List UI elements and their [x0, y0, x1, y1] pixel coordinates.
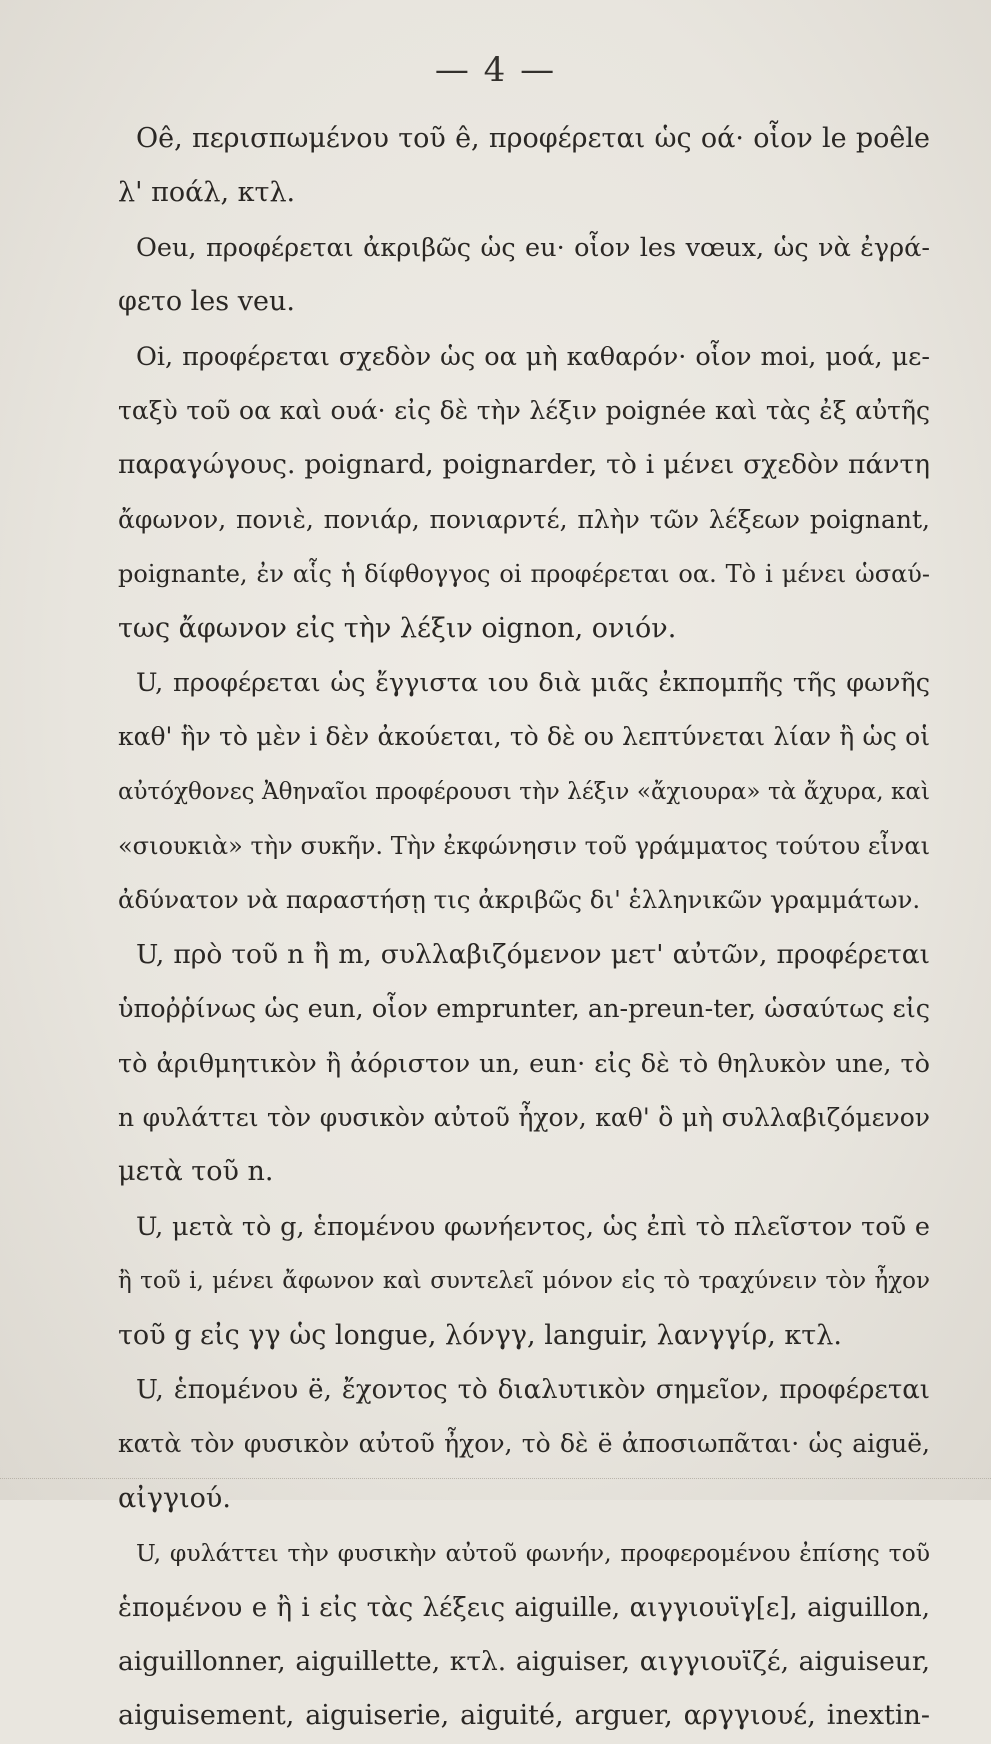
text-line: ὑποῤῥίνως ὡς eun, οἷον emprunter, an-preun-ter, ὡσαύτως εἰς — [118, 994, 930, 1025]
text-line: φετο les veu. — [118, 286, 295, 318]
text-line: «σιουκιὰ» τὴν συκῆν. Τὴν ἐκφώνησιν τοῦ γράμματος τούτου εἶναι — [118, 832, 930, 861]
text-line: κατὰ τὸν φυσικὸν αὐτοῦ ἦχον, τὸ δὲ ë ἀποσιωπᾶται· ὡς aiguë, — [118, 1429, 930, 1459]
text-line: αἰγγιού. — [118, 1482, 231, 1514]
page-number: — 4 — — [434, 50, 557, 90]
text-line: U, πρὸ τοῦ n ἢ m, συλλαβιζόμενον μετ' αὐτῶν, προφέρεται — [136, 938, 930, 970]
text-line: παραγώγους. poignard, poignarder, τὸ i μένει σχεδὸν πάντη — [118, 449, 930, 481]
text-line: ἀδύνατον νὰ παραστήσῃ τις ἀκριβῶς δι' ἑλληνικῶν γραμμάτων. — [118, 885, 921, 915]
text-line: ταξὺ τοῦ οα καὶ ουά· εἰς δὲ τὴν λέξιν poignée καὶ τὰς ἐξ αὐτῆς — [118, 395, 930, 425]
text-line: καθ' ἣν τὸ μὲν i δὲν ἀκούεται, τὸ δὲ ου λεπτύνεται λίαν ἢ ὡς οἱ — [118, 722, 930, 752]
text-line: aiguillonner, aiguillette, κτλ. aiguiser, αιγγιουϊζέ, aiguiseur, — [118, 1645, 930, 1677]
text-line: n φυλάττει τὸν φυσικὸν αὐτοῦ ἦχον, καθ' ὃ μὴ συλλαβιζόμενον — [118, 1103, 930, 1133]
page-bottom-edge — [0, 1478, 991, 1479]
text-line: τοῦ g εἰς γγ ὡς longue, λόνγγ, languir, λανγγίρ, κτλ. — [118, 1319, 842, 1351]
text-line: U, προφέρεται ὡς ἔγγιστα ιου διὰ μιᾶς ἐκπομπῆς τῆς φωνῆς — [136, 667, 930, 698]
text-line: μετὰ τοῦ n. — [118, 1156, 274, 1188]
text-line: ἑπομένου e ἢ i εἰς τὰς λέξεις aiguille, αιγγιουϊγ[ε], aiguillon, — [118, 1592, 930, 1623]
text-line: αὐτόχθονες Ἀθηναῖοι προφέρουσι τὴν λέξιν «ἄχιουρα» τὰ ἄχυρα, καὶ — [118, 778, 930, 805]
text-line: U, ἑπομένου ë, ἔχοντος τὸ διαλυτικὸν σημεῖον, προφέρεται — [136, 1374, 930, 1405]
text-line: ἢ τοῦ i, μένει ἄφωνον καὶ συντελεῖ μόνον εἰς τὸ τραχύνειν τὸν ἦχον — [118, 1268, 930, 1295]
text-line: ἄφωνον, πονιὲ, πονιάρ, πονιαρντέ, πλὴν τῶν λέξεων poignant, — [118, 504, 930, 534]
text-line: Oê, περισπωμένου τοῦ ê, προφέρεται ὡς οά· οἷον le poêle — [136, 123, 930, 154]
body-text — [118, 112, 930, 1744]
text-line: aiguisement, aiguiserie, aiguité, arguer, αργγιουέ, inextin- — [118, 1700, 930, 1732]
text-line: Oi, προφέρεται σχεδὸν ὡς οα μὴ καθαρόν· οἷον moi, μοά, με- — [136, 341, 930, 372]
text-line: λ' ποάλ, κτλ. — [118, 177, 296, 209]
text-line: U, μετὰ τὸ g, ἑπομένου φωνήεντος, ὡς ἐπὶ τὸ πλεῖστον τοῦ e — [136, 1211, 930, 1242]
text-line: Oeu, προφέρεται ἀκριβῶς ὡς eu· οἷον les vœux, ὡς νὰ ἐγρά- — [136, 232, 930, 263]
text-line: τὸ ἀριθμητικὸν ἢ ἀόριστον un, eun· εἰς δὲ τὸ θηλυκὸν une, τὸ — [118, 1048, 930, 1079]
text-line: τως ἄφωνον εἰς τὴν λέξιν oignon, ονιόν. — [118, 612, 677, 644]
text-line: U, φυλάττει τὴν φυσικὴν αὐτοῦ φωνήν, προφερομένου ἐπίσης τοῦ — [136, 1539, 930, 1568]
text-line: poignante, ἐν αἷς ἡ δίφθογγος oi προφέρεται οα. Τὸ i μένει ὡσαύ- — [118, 560, 930, 589]
